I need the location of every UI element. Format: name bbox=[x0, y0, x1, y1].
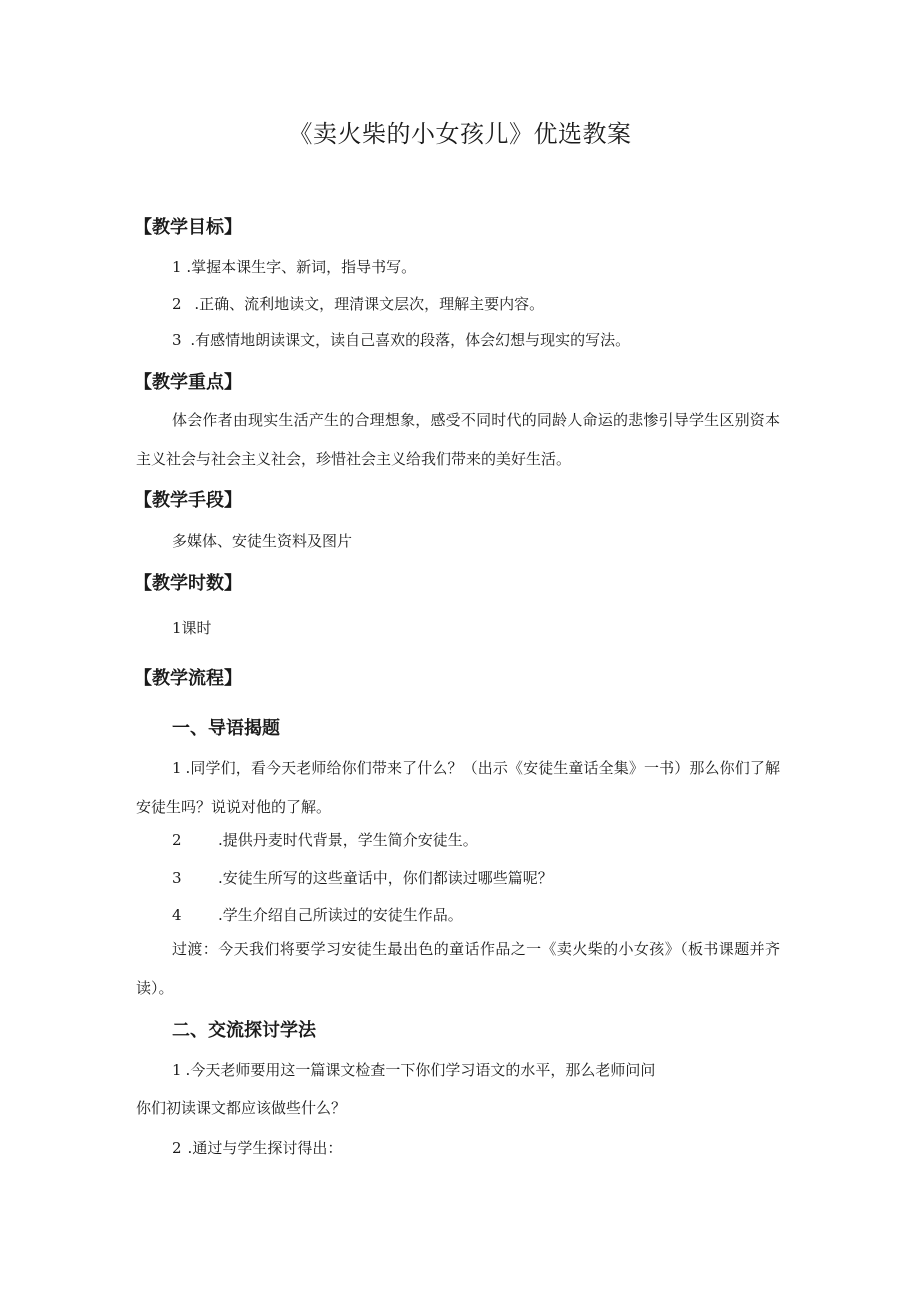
part2-item-2 bbox=[172, 1137, 342, 1158]
part1-item-4-num: 4 bbox=[172, 906, 182, 924]
goal-item-2 bbox=[172, 293, 544, 314]
key-points-text: 体会作者由现实生活产生的合理想象，感受不同时代的同龄人命运的悲惨引导学生区别资本主义社会与社会主义社会，珍惜社会主义给我们带来的美好生活。 bbox=[136, 411, 780, 468]
part2-item-2-num: 2 bbox=[172, 1139, 182, 1157]
part1-item-2 bbox=[172, 829, 478, 850]
part2-item-1-line2: 你们初读课文都应该做些什么？ bbox=[136, 1099, 347, 1117]
part1-item-2-num: 2 bbox=[172, 831, 182, 849]
part1-item-4 bbox=[172, 904, 463, 925]
goal-item-1-num: 1 bbox=[172, 258, 182, 276]
part2-heading: 二、交流探讨学法 bbox=[172, 1020, 316, 1041]
part2-item-1-line1 bbox=[172, 1059, 655, 1080]
goal-item-2-text: .正确、流利地读文，理清课文层次，理解主要内容。 bbox=[194, 295, 545, 313]
goal-item-2-num: 2 bbox=[172, 295, 182, 313]
process-heading: 【教学流程】 bbox=[134, 668, 242, 689]
goals-heading: 【教学目标】 bbox=[134, 217, 242, 238]
goal-item-1 bbox=[172, 256, 416, 277]
hours-text: 1课时 bbox=[172, 619, 212, 637]
part1-item-1-num: 1 bbox=[172, 759, 182, 777]
key-points-heading: 【教学重点】 bbox=[134, 372, 242, 393]
part1-item-2-text: .提供丹麦时代背景，学生简介安徒生。 bbox=[218, 831, 478, 849]
means-text: 多媒体、安徒生资料及图片 bbox=[172, 532, 353, 550]
goal-item-3-num: 3 bbox=[172, 331, 182, 349]
means-heading: 【教学手段】 bbox=[134, 490, 242, 511]
hours-heading: 【教学时数】 bbox=[134, 573, 242, 594]
part1-item-3-text: .安徒生所写的这些童话中，你们都读过哪些篇呢？ bbox=[218, 869, 553, 887]
part1-item-1-text: .同学们，看今天老师给你们带来了什么？（出示《安徒生童话全集》一书）那么你们了解安徒生吗？说说对他的了解。 bbox=[136, 759, 780, 816]
part1-heading: 一、导语揭题 bbox=[172, 718, 280, 739]
part1-item-1 bbox=[136, 749, 780, 827]
goal-item-1-text: .掌握本课生字、新词，指导书写。 bbox=[186, 258, 417, 276]
part1-transition: 过渡：今天我们将要学习安徒生最出色的童话作品之一《卖火柴的小女孩》（板书课题并齐读）。 bbox=[136, 940, 780, 997]
part1-item-3-num: 3 bbox=[172, 869, 182, 887]
part2-item-1-num: 1 bbox=[172, 1061, 182, 1079]
document-title: 《卖火柴的小女孩儿》优选教案 bbox=[288, 120, 632, 148]
part1-item-4-text: .学生介绍自己所读过的安徒生作品。 bbox=[218, 906, 463, 924]
part2-item-2-text: .通过与学生探讨得出： bbox=[187, 1139, 343, 1157]
part2-item-1-text: .今天老师要用这一篇课文检查一下你们学习语文的水平，那么老师问问 bbox=[185, 1061, 656, 1079]
part1-item-3 bbox=[172, 867, 553, 888]
goal-item-3 bbox=[172, 329, 630, 350]
goal-item-3-text: .有感情地朗读课文，读自己喜欢的段落，体会幻想与现实的写法。 bbox=[190, 331, 631, 349]
